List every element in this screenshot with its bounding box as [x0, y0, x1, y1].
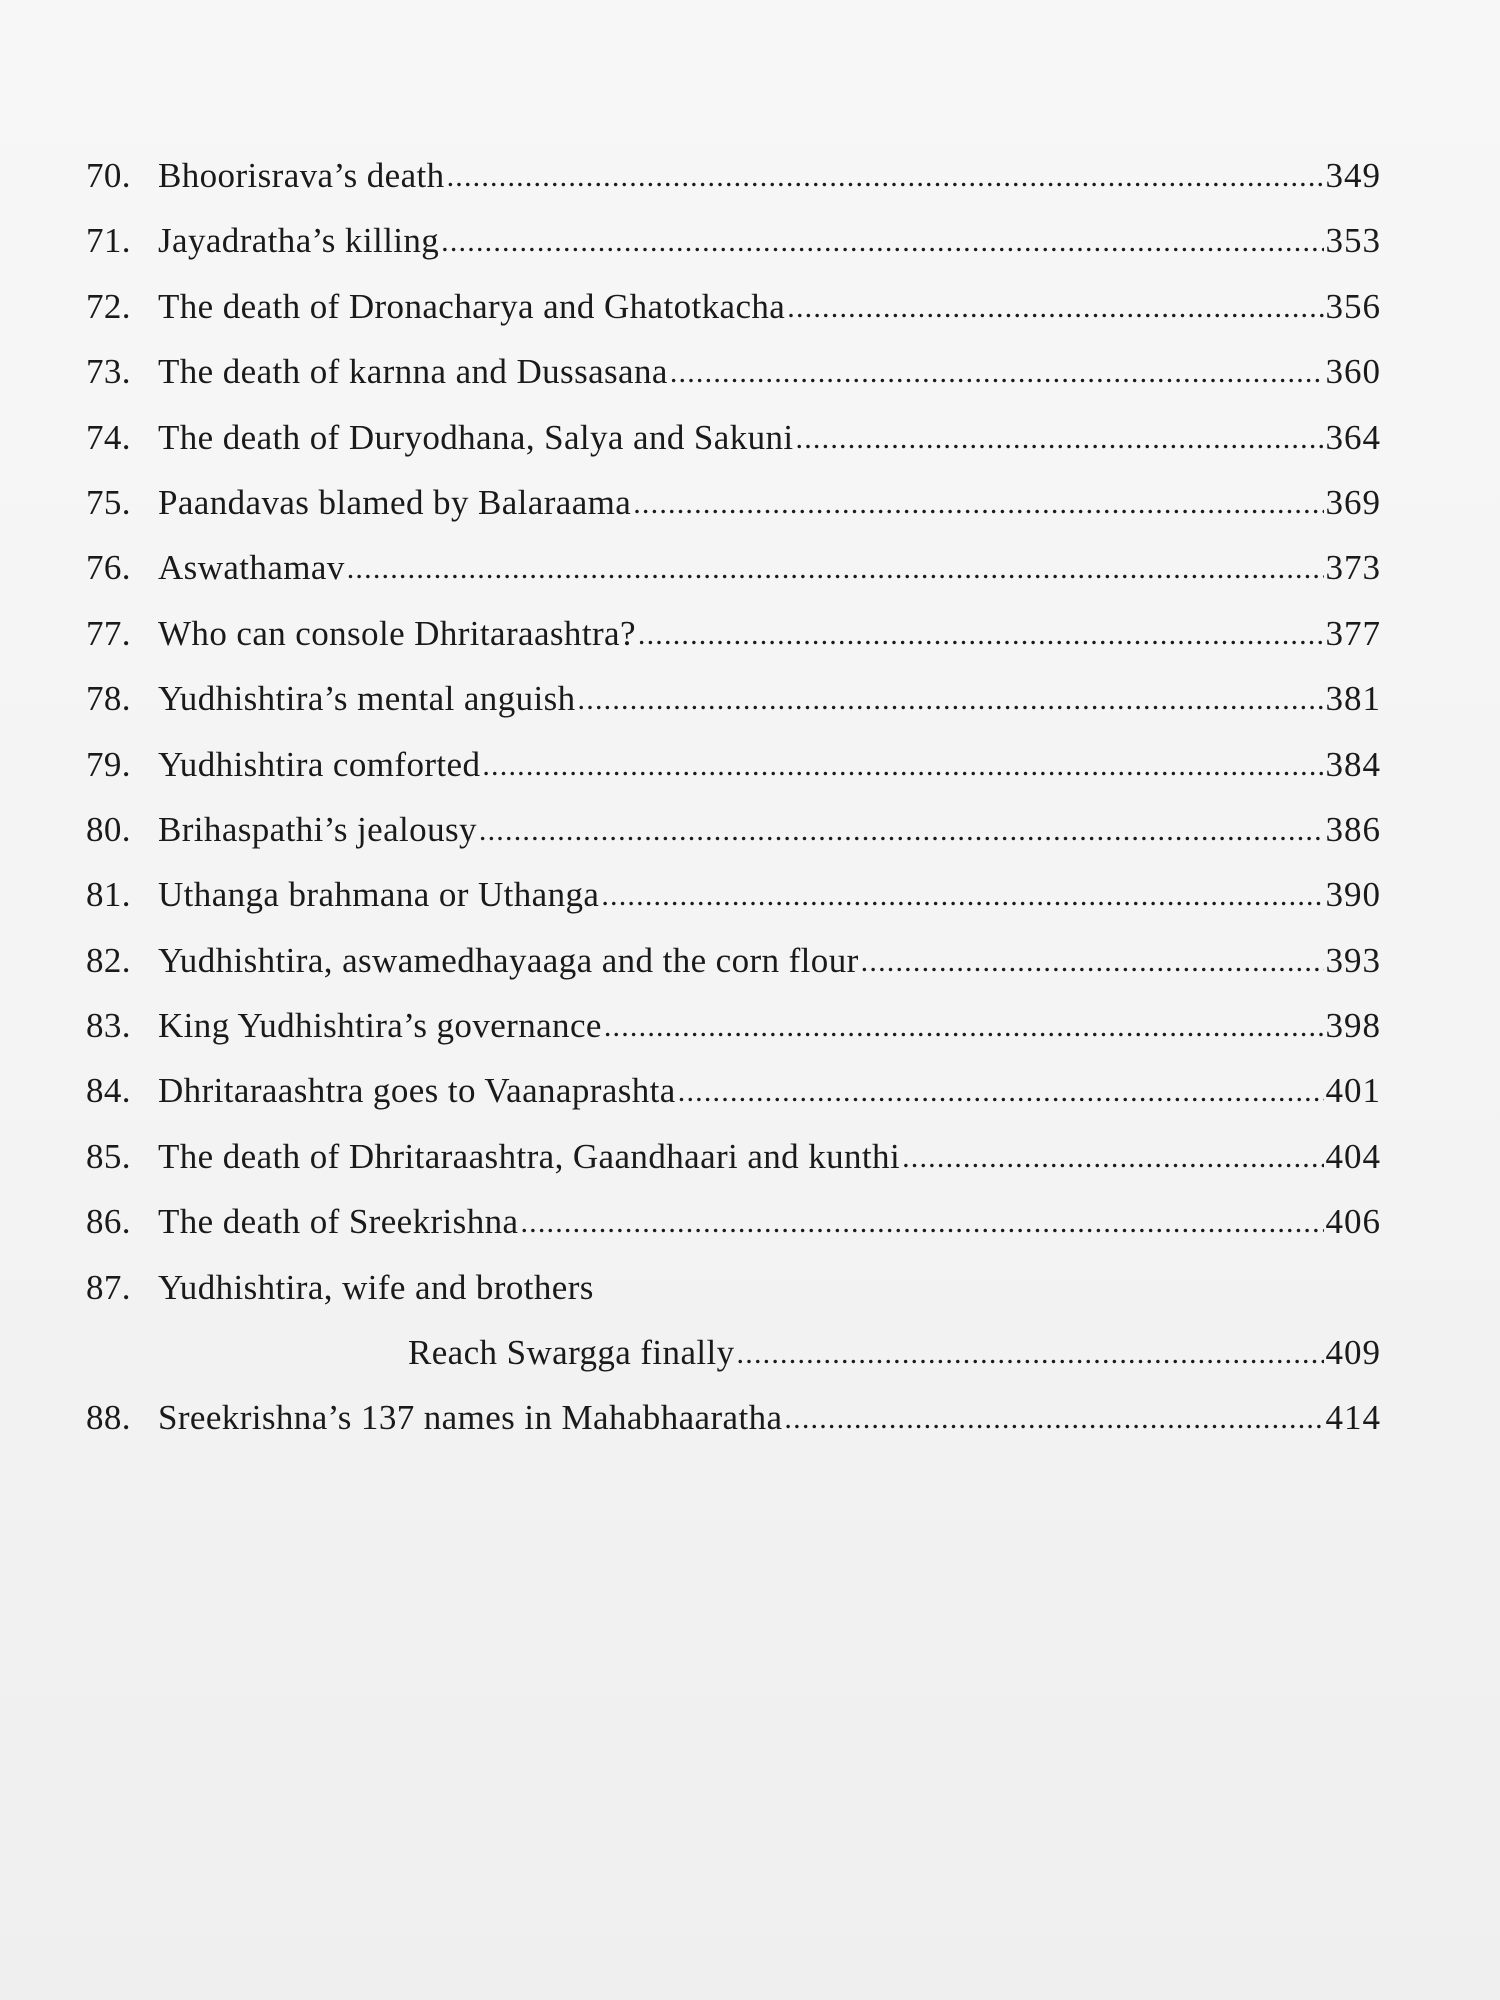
entry-number: 86.	[86, 1202, 131, 1242]
entry-page-number: 406	[1325, 1202, 1381, 1242]
toc-entry	[86, 1202, 1381, 1267]
entry-title: Reach Swargga finally	[408, 1333, 735, 1373]
entry-title: Bhoorisrava’s death	[158, 156, 445, 195]
entry-page-number: 398	[1325, 1006, 1381, 1046]
toc-entry	[86, 287, 1381, 352]
entry-title: Sreekrishna’s 137 names in Mahabhaaratha	[158, 1398, 783, 1438]
dot-leader	[678, 1070, 1324, 1110]
entry-number: 70.	[86, 156, 131, 195]
entry-number: 81.	[86, 875, 131, 915]
toc-entry	[86, 1398, 1381, 1463]
entry-title: Yudhishtira’s mental anguish	[158, 679, 576, 719]
entry-number: 88.	[86, 1398, 131, 1438]
entry-number: 71.	[86, 221, 131, 261]
dot-leader	[347, 547, 1324, 587]
toc-entry	[86, 941, 1381, 1006]
entry-number: 75.	[86, 482, 131, 522]
toc-entry	[86, 352, 1381, 417]
entry-number: 79.	[86, 744, 131, 784]
entry-title: Uthanga brahmana or Uthanga	[158, 875, 600, 915]
entry-number: 84.	[86, 1071, 131, 1111]
entry-page-number: 401	[1325, 1071, 1381, 1111]
dot-leader	[520, 1201, 1323, 1241]
entry-title: The death of karnna and Dussasana	[158, 352, 668, 392]
toc-entry	[86, 548, 1381, 613]
entry-title: The death of Dhritaraashtra, Gaandhaari and kunthi	[158, 1136, 901, 1176]
entry-number: 76.	[86, 548, 131, 588]
dot-leader	[670, 351, 1324, 391]
toc-entry	[86, 483, 1381, 548]
toc-entry	[86, 1006, 1381, 1071]
toc-entry-continuation	[86, 1333, 1381, 1398]
dot-leader	[604, 1005, 1324, 1045]
entry-number: 83.	[86, 1006, 131, 1046]
table-of-contents	[86, 156, 1381, 1464]
entry-title: King Yudhishtira’s governance	[158, 1006, 602, 1046]
entry-page-number: 369	[1325, 482, 1381, 522]
dot-leader	[902, 1136, 1323, 1176]
toc-entry	[86, 418, 1381, 483]
entry-page-number: 360	[1325, 352, 1381, 392]
entry-page-number: 384	[1325, 744, 1381, 784]
entry-page-number: 377	[1325, 613, 1381, 653]
dot-leader	[479, 809, 1324, 849]
entry-title: The death of Dronacharya and Ghatotkacha	[158, 286, 786, 326]
entry-number: 77.	[86, 613, 131, 653]
entry-title: Who can console Dhritaraashtra?	[158, 613, 636, 653]
dot-leader	[861, 940, 1324, 980]
toc-entry	[86, 1071, 1381, 1136]
entry-page-number: 409	[1325, 1333, 1381, 1373]
entry-title: Jayadratha’s killing	[158, 221, 440, 261]
entry-number: 80.	[86, 809, 131, 849]
toc-entry	[86, 679, 1381, 744]
dot-leader	[796, 417, 1324, 457]
entry-page-number: 414	[1325, 1398, 1381, 1438]
toc-entry	[86, 221, 1381, 286]
entry-title: Aswathamav	[158, 548, 345, 588]
entry-page-number: 386	[1325, 809, 1381, 849]
entry-page-number: 390	[1325, 875, 1381, 915]
dot-leader	[633, 482, 1323, 522]
entry-number: 73.	[86, 352, 131, 392]
entry-page-number: 381	[1325, 679, 1381, 719]
dot-leader	[787, 286, 1323, 326]
entry-number: 85.	[86, 1136, 131, 1176]
entry-number: 78.	[86, 679, 131, 719]
entry-title: Yudhishtira, aswamedhayaaga and the corn flour	[158, 940, 859, 980]
entry-title: Paandavas blamed by Balaraama	[158, 482, 632, 522]
entry-page-number: 404	[1325, 1136, 1381, 1176]
dot-leader	[737, 1332, 1324, 1372]
entry-title: Brihaspathi’s jealousy	[158, 809, 477, 849]
entry-page-number: 349	[1325, 156, 1381, 195]
entry-title: Yudhishtira, wife and brothers	[158, 1267, 594, 1307]
toc-entry	[86, 745, 1381, 810]
entry-number: 74.	[86, 417, 131, 457]
entry-number: 72.	[86, 286, 131, 326]
toc-entry	[86, 614, 1381, 679]
toc-entry	[86, 810, 1381, 875]
entry-page-number: 373	[1325, 548, 1381, 588]
toc-entry	[86, 156, 1381, 221]
entry-number: 82.	[86, 940, 131, 980]
entry-title: The death of Sreekrishna	[158, 1202, 519, 1242]
dot-leader	[638, 613, 1324, 653]
entry-title: Dhritaraashtra goes to Vaanaprashta	[158, 1071, 676, 1111]
entry-page-number: 353	[1325, 221, 1381, 261]
entry-title: Yudhishtira comforted	[158, 744, 481, 784]
dot-leader	[784, 1397, 1323, 1437]
dot-leader	[441, 220, 1323, 260]
dot-leader	[601, 874, 1323, 914]
dot-leader	[578, 678, 1324, 718]
toc-entry	[86, 875, 1381, 940]
toc-entry	[86, 1137, 1381, 1202]
entry-page-number: 356	[1325, 286, 1381, 326]
entry-title: The death of Duryodhana, Salya and Sakuni	[158, 417, 794, 457]
entry-number: 87.	[86, 1267, 131, 1307]
toc-entry	[86, 1268, 1381, 1333]
dot-leader	[447, 155, 1324, 195]
entry-page-number: 364	[1325, 417, 1381, 457]
dot-leader	[482, 744, 1323, 784]
entry-page-number: 393	[1325, 940, 1381, 980]
